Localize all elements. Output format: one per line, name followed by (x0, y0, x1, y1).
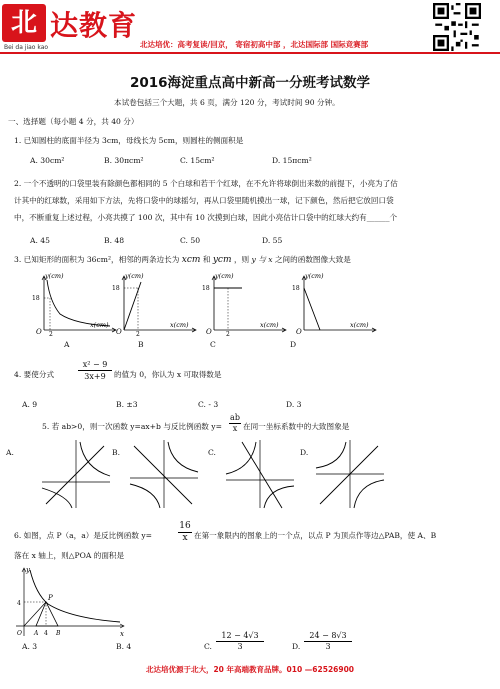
q3d-xlabel: x(cm) (350, 321, 369, 329)
q1-option-a: A. 30cm² (30, 156, 65, 165)
qr-code-icon (433, 3, 481, 51)
q5-label-c: C. (208, 448, 216, 457)
q4-option-c: C. - 3 (198, 400, 219, 409)
q5-graph-c (222, 438, 298, 510)
q6-option-d-prefix: D. (292, 642, 301, 651)
q3c-tick-2: 2 (226, 331, 230, 336)
q6-text-b: 在第一象限内的图象上的一个点，以点 P 为顶点作等边△PAB，使 A、B (194, 531, 437, 540)
q3-var-y: ycm (212, 255, 232, 265)
q6-fig-x: x (120, 630, 124, 638)
question-2-line-3: 中，不断重复上述过程，小亮共摸了 100 次，其中有 10 次摸到白球，因此小亮估计口袋中的红球大约有______个 (14, 213, 398, 222)
q3a-origin: O (36, 328, 42, 336)
q5-label-b: B. (112, 448, 120, 457)
logo-char: 北 (10, 8, 37, 38)
q6-fig-y: y (26, 566, 30, 574)
q2-option-c: C. 50 (180, 236, 201, 245)
q3-label-a: A (64, 340, 70, 349)
q6-c-denominator: 3 (237, 642, 243, 651)
q5-text-b: 在同一坐标系数中的大致图象是 (243, 422, 350, 431)
q1-option-c: C. 15cm² (180, 156, 215, 165)
q3b-tick-18: 18 (112, 285, 120, 292)
q5-graph-b (126, 438, 202, 510)
q6-text-a: 6. 如图，点 P（a，a）是反比例函数 y= (14, 531, 153, 540)
brand-name: 达教育 (50, 9, 138, 42)
q6-d-denominator: 3 (325, 642, 331, 651)
q3c-tick-18: 18 (202, 285, 210, 292)
q3c-ylabel: y(cm) (215, 272, 234, 280)
q3-graph-d (290, 272, 380, 336)
q6-c-numerator: 12 − 4√3 (216, 630, 264, 642)
q5-label-a: A. (6, 448, 14, 457)
q5-fraction (229, 413, 241, 434)
q5-label-d: D. (300, 448, 309, 457)
q3d-origin: O (296, 328, 302, 336)
q3b-xlabel: x(cm) (170, 321, 189, 329)
q3b-origin: O (116, 328, 122, 336)
q3-var-x: xcm (181, 255, 201, 265)
section-heading: 一、选择题（每小题 4 分，共 40 分） (8, 117, 139, 126)
q5-numerator: ab (230, 413, 240, 422)
page-footer: 北达培优源于北大，20 年高端教育品牌。010 —62526900 (145, 665, 355, 674)
q4-denominator: 3x+9 (84, 372, 106, 381)
header-slogan: 北达培优：高考复读/回京， 寄宿初高中部 ，北达国际部 国际竞赛部 (140, 40, 369, 49)
q5-text-a: 5. 若 ab>0，则一次函数 y=ax+b 与反比例函数 y= (42, 422, 222, 431)
q4-option-a: A. 9 (22, 400, 38, 409)
question-1-text: 1. 已知圆柱的底面半径为 3cm，母线长为 5cm，则圆柱的侧面积是 (14, 136, 244, 145)
q4-text-b: 的值为 0，你认为 x 可取得数是 (114, 370, 222, 379)
q3-text-b: ，则 (233, 255, 250, 264)
brand-pinyin: Bei da jiao kao (4, 44, 49, 51)
q6-denominator: x (182, 533, 188, 543)
q3-label-b: B (138, 340, 144, 349)
q3-graph-b (110, 272, 200, 336)
q2-option-b: B. 48 (104, 236, 125, 245)
page-title: 2016海淀重点高中新高一分班考试数学 (129, 75, 371, 91)
q6-fig-a: A (34, 630, 39, 637)
header-divider (0, 52, 500, 54)
q3b-tick-2: 2 (136, 331, 140, 336)
q4-numerator: x² − 9 (78, 359, 112, 371)
q3a-xlabel: x(cm) (90, 321, 109, 329)
q6-fraction (178, 521, 192, 543)
q6-fig-p: P (48, 594, 53, 602)
q5-graph-a (38, 438, 114, 510)
q6-fig-o: O (17, 630, 22, 637)
q6-numerator: 16 (179, 521, 191, 531)
q3-label-d: D (290, 340, 297, 349)
exam-instructions: 本试卷包括三个大题，共 6 页，满分 120 分，考试时间 90 分钟。 (114, 98, 340, 107)
q6-d-numerator: 24 − 8√3 (304, 630, 352, 642)
q6-option-d-fraction (304, 630, 352, 652)
q6-fig-4: 4 (17, 600, 21, 607)
q3d-tick-18: 18 (292, 285, 300, 292)
question-2-line-2: 计其中的红球数，采用如下方法，先将口袋中的球摇匀，再从口袋里随机摸出一球，记下颜色，然后把它放回口袋 (14, 196, 394, 205)
question-3-text (14, 255, 351, 265)
q3a-ylabel: y(cm) (45, 272, 64, 280)
q3b-ylabel: y(cm) (125, 272, 144, 280)
q1-option-b: B. 30πcm² (104, 156, 144, 165)
q6-option-a: A. 3 (22, 642, 38, 651)
q3a-tick-2: 2 (49, 331, 53, 336)
q4-fraction (78, 359, 112, 382)
q3-label-c: C (210, 340, 216, 349)
q2-option-a: A. 45 (30, 236, 50, 245)
q5-denominator: x (232, 424, 238, 433)
q3-yx: y 与 x (251, 255, 273, 264)
q6-line-2: 落在 x 轴上，则△POA 的面积是 (14, 551, 125, 560)
q6-option-c-prefix: C. (204, 642, 212, 651)
q3-graph-a (30, 272, 120, 336)
q5-graph-d (312, 438, 388, 510)
q6-fig-b: B (56, 630, 61, 637)
question-2-line-1: 2. 一个不透明的口袋里装有除颜色都相同的 5 个白球和若干个红球，在不允许将球倒出来数的前提下，小亮为了估 (14, 179, 398, 188)
q4-option-d: D. 3 (286, 400, 302, 409)
q4-option-b: B. ±3 (116, 400, 138, 409)
q4-text-a: 4. 要使分式 (14, 370, 55, 379)
q3d-ylabel: y(cm) (305, 272, 324, 280)
q6-figure (8, 564, 128, 638)
q6-option-b: B. 4 (116, 642, 132, 651)
q3c-origin: O (206, 328, 212, 336)
q3-graph-c (200, 272, 290, 336)
q3-and: 和 (202, 255, 211, 264)
q2-option-d: D. 55 (262, 236, 283, 245)
q3-text-a: 3. 已知矩形的面积为 36cm²，相邻的两条边长为 (14, 255, 180, 264)
q3c-xlabel: x(cm) (260, 321, 279, 329)
q3-text-c: 之间的函数图像大致是 (274, 255, 351, 264)
q6-option-c-fraction (216, 630, 264, 652)
q3a-tick-18: 18 (32, 295, 40, 302)
q6-fig-4b: 4 (44, 630, 48, 637)
q1-option-d: D. 15πcm² (272, 156, 312, 165)
